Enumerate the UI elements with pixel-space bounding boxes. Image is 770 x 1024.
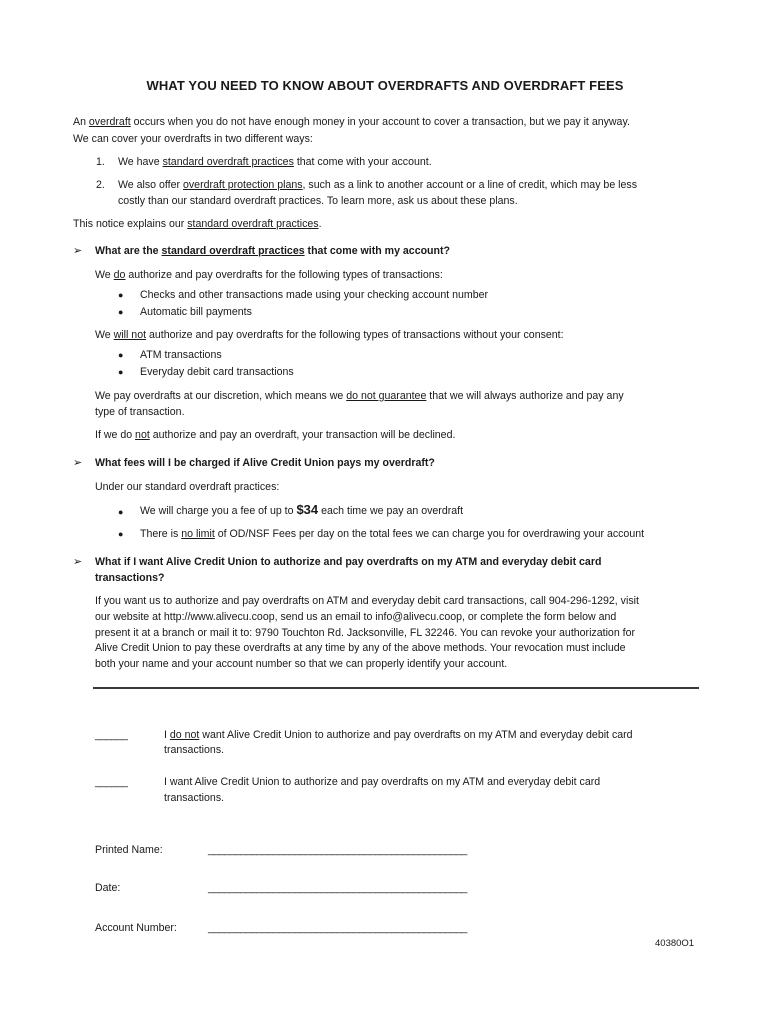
fee-text: each time we pay an overdraft (318, 505, 464, 517)
list-item-number: 2. (96, 179, 105, 191)
account-number-label: Account Number: (95, 922, 177, 934)
fee-amount: $34 (296, 502, 319, 517)
bullet-icon: ● (118, 367, 124, 377)
will-not-term: will not (113, 329, 147, 341)
instructions-line: our website at http://www.alivecu.coop, send us an email to info@alivecu.coop, or complete the form below and (95, 611, 617, 623)
intro-paragraph (73, 114, 630, 130)
opt-in-option: I want Alive Credit Union to authorize and pay overdrafts on my ATM and everyday debit card (164, 776, 601, 788)
arrow-bullet-icon: ➢ (73, 556, 83, 568)
list-item-number: 1. (96, 156, 105, 168)
bullet-icon: ● (118, 307, 124, 317)
intro-ways: We can cover your overdrafts in two different ways: (73, 133, 313, 145)
date-label: Date: (95, 882, 121, 894)
date-field[interactable]: ________________________________________________ (208, 882, 467, 894)
opt-in-option-continuation: transactions. (164, 792, 225, 804)
bullet-icon: ● (118, 529, 124, 539)
limit-text: There is (140, 528, 182, 540)
list-item-continuation: costly than our standard overdraft practices. To learn more, ask us about these plans. (118, 195, 518, 207)
do-not-term: do not (169, 729, 200, 741)
standard-practices-term: standard overdraft practices (162, 156, 294, 168)
do-not-guarantee-term: do not guarantee (346, 390, 427, 402)
section-divider (93, 687, 699, 689)
list-item: ATM transactions (140, 349, 222, 361)
notice-explains (73, 216, 322, 232)
limit-item (140, 526, 644, 542)
list-item-text: , such as a link to another account or a line of credit, which may be less (302, 179, 637, 191)
overdraft-term: overdraft (88, 116, 131, 128)
notice-text: This notice explains our (73, 218, 188, 230)
discretion-text-continuation: type of transaction. (95, 406, 185, 418)
body-text: If we do (95, 429, 136, 441)
opt-out-option (164, 727, 633, 743)
list-item (118, 177, 637, 193)
opt-out-checkbox-line[interactable]: ______ (95, 729, 128, 741)
under-practices-text: Under our standard overdraft practices: (95, 481, 280, 493)
list-item-text: We have (118, 156, 163, 168)
bullet-icon: ● (118, 350, 124, 360)
standard-practices-term: standard overdraft practices (187, 218, 319, 230)
instructions-line: If you want us to authorize and pay overdrafts on ATM and everyday debit card transactions, call 904-296-1292, visit (95, 595, 639, 607)
notice-text: . (318, 218, 322, 230)
will-not-authorize-text (95, 327, 564, 343)
section-question (95, 243, 450, 259)
body-text: We (95, 329, 114, 341)
list-item (118, 154, 432, 170)
section-question: What fees will I be charged if Alive Credit Union pays my overdraft? (95, 457, 435, 469)
bullet-icon: ● (118, 290, 124, 300)
question-text: What are the (95, 245, 162, 257)
body-text: We (95, 269, 114, 281)
list-item: Automatic bill payments (140, 306, 252, 318)
not-term: not (135, 429, 150, 441)
discretion-text (95, 388, 624, 404)
instructions-line: present it at a branch or mail it to: 9790 Touchton Rd. Jacksonville, FL 32246. You can revoke your authorization for (95, 627, 636, 639)
body-text: authorize and pay an overdraft, your transaction will be declined. (149, 429, 456, 441)
protection-plans-term: overdraft protection plans (182, 179, 303, 191)
do-authorize-text (95, 267, 443, 283)
arrow-bullet-icon: ➢ (73, 245, 83, 257)
instructions-line: both your name and your account number so that we can properly identify your account. (95, 658, 508, 670)
fee-text: We will charge you a fee of up to (140, 505, 297, 517)
opt-out-option-continuation: transactions. (164, 744, 225, 756)
option-text: want Alive Credit Union to authorize and pay overdrafts on my ATM and everyday debit card (199, 729, 633, 741)
body-text: authorize and pay overdrafts for the following types of transactions without your consent: (146, 329, 564, 341)
list-item: Everyday debit card transactions (140, 366, 294, 378)
instructions-line: Alive Credit Union to pay these overdrafts at any time by any of the above methods. Your revocation must include (95, 642, 626, 654)
declined-text (95, 427, 455, 443)
limit-text: of OD/NSF Fees per day on the total fees we can charge you for overdrawing your account (214, 528, 645, 540)
printed-name-field[interactable]: ________________________________________________ (208, 844, 467, 856)
question-term: standard overdraft practices (161, 245, 305, 257)
body-text: authorize and pay overdrafts for the following types of transactions: (125, 269, 443, 281)
page-title: WHAT YOU NEED TO KNOW ABOUT OVERDRAFTS AND OVERDRAFT FEES (146, 78, 624, 93)
section-question: What if I want Alive Credit Union to authorize and pay overdrafts on my ATM and everyday debit card (95, 556, 602, 568)
bullet-icon: ● (118, 507, 124, 517)
printed-name-label: Printed Name: (95, 844, 163, 856)
body-text: We pay overdrafts at our discretion, which means we (95, 390, 347, 402)
section-question-continuation: transactions? (95, 572, 165, 584)
do-term: do (113, 269, 126, 281)
account-number-field[interactable]: ________________________________________________ (208, 922, 467, 934)
intro-text: An (73, 116, 89, 128)
question-text: that come with my account? (304, 245, 450, 257)
option-text: I (164, 729, 170, 741)
list-item-text: that come with your account. (293, 156, 432, 168)
body-text: that we will always authorize and pay any (426, 390, 624, 402)
intro-text: occurs when you do not have enough money in your account to cover a transaction, but we pay it anyway. (130, 116, 630, 128)
list-item-text: We also offer (118, 179, 183, 191)
form-code: 40380O1 (655, 938, 695, 949)
no-limit-term: no limit (181, 528, 215, 540)
list-item: Checks and other transactions made using your checking account number (140, 289, 489, 301)
opt-in-checkbox-line[interactable]: ______ (95, 776, 128, 788)
fee-item (140, 502, 463, 519)
arrow-bullet-icon: ➢ (73, 457, 83, 469)
